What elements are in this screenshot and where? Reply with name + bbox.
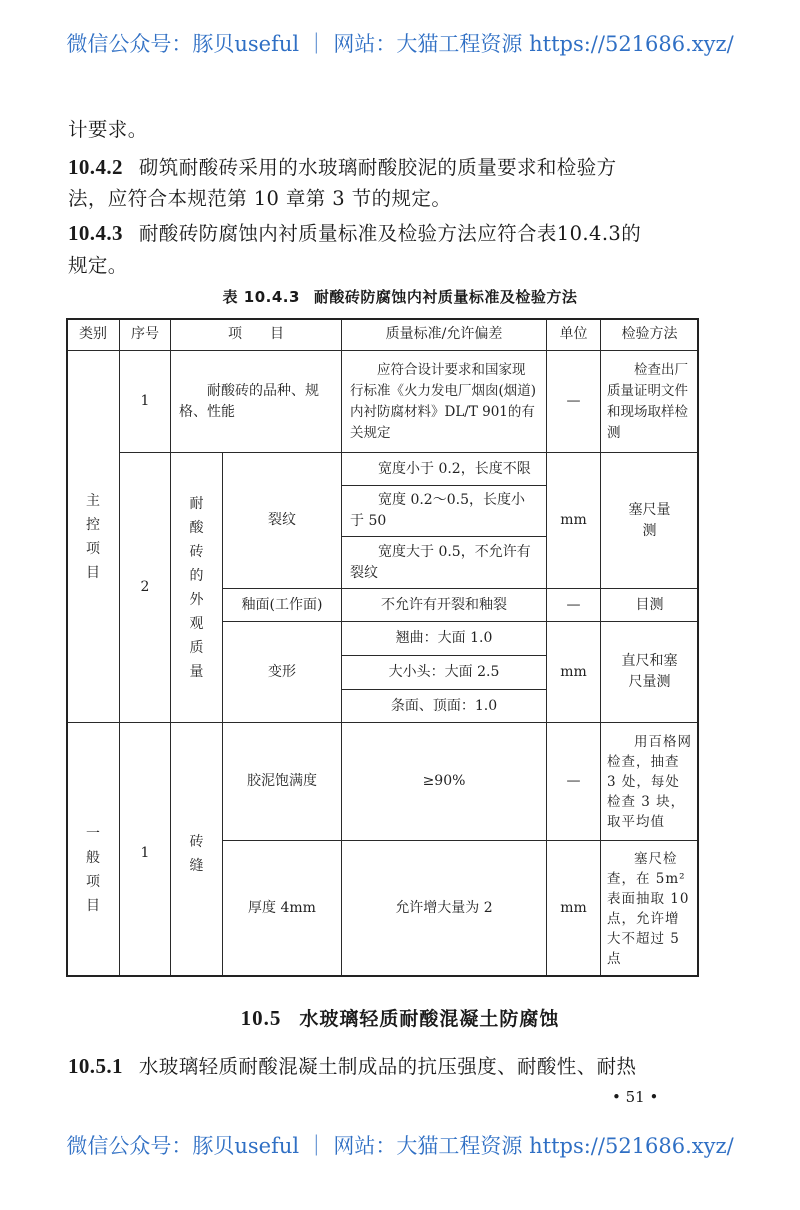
- deformation-unit: mm: [546, 621, 601, 723]
- watermark-top: 微信公众号：豚贝useful ｜ 网站：大猫工程资源 https://521686.xyz/: [66, 32, 734, 56]
- clause-number: 10.4.3: [68, 221, 123, 245]
- cracks-standard-text: 宽度 0.2～0.5，长度小于 50: [350, 492, 525, 529]
- glaze-unit: —: [546, 588, 601, 622]
- clause-10-4-2-line1: [68, 157, 617, 178]
- mortar-standard: ≥90%: [341, 722, 547, 841]
- row2-group-appearance: [170, 452, 223, 723]
- thickness-method-text: 塞尺检查，在 5m² 表面抽取 10 点，允许增大不超过 5 点: [607, 850, 690, 967]
- row1-item-text: 耐酸砖的品种、规格、性能: [179, 382, 319, 420]
- category-char: 目: [86, 897, 100, 914]
- cracks-standard-1: [341, 452, 547, 486]
- header-seq: 序号: [119, 318, 171, 351]
- paragraph-continuation: 计要求。: [68, 118, 148, 141]
- group-char: 砖: [189, 833, 204, 850]
- deformation-standard-1: 翘曲：大面 1.0: [341, 621, 547, 656]
- header-item: 项 目: [170, 318, 342, 351]
- cracks-standard-text: 宽度大于 0.5，不允许有裂纹: [350, 543, 531, 581]
- header-category: 类别: [66, 318, 120, 351]
- category-char: 项: [86, 540, 100, 557]
- glaze-method: 目测: [600, 588, 699, 622]
- cracks-standard-text: 宽度小于 0.2，长度不限: [378, 460, 531, 477]
- general-seq-text: 1: [140, 845, 150, 861]
- watermark-bottom: 微信公众号：豚贝useful ｜ 网站：大猫工程资源 https://521686.xyz/: [66, 1134, 734, 1158]
- group-char: 酸: [189, 519, 204, 536]
- cracks-standard-3: [341, 536, 547, 589]
- category-char: 控: [86, 516, 100, 533]
- deformation-method: 直尺和塞尺量测: [600, 621, 699, 723]
- category-main-control: [66, 350, 120, 723]
- group-char: 缝: [189, 857, 204, 874]
- row1-standard: [341, 350, 547, 453]
- row1-seq: 1: [119, 350, 171, 453]
- mortar-method-text: 用百格网检查，抽查 3 处，每处检查 3 块，取平均值: [607, 733, 692, 830]
- cracks-standard-2: [341, 485, 547, 537]
- group-char: 质: [189, 639, 204, 656]
- header-unit: 单位: [546, 318, 601, 351]
- category-char: 目: [86, 564, 100, 581]
- clause-text: 砌筑耐酸砖采用的水玻璃耐酸胶泥的质量要求和检验方: [138, 156, 617, 179]
- clause-text: 水玻璃轻质耐酸混凝土制成品的抗压强度、耐酸性、耐热: [138, 1055, 637, 1078]
- category-char: 般: [86, 849, 100, 866]
- category-general: [66, 722, 120, 977]
- row2-seq: 2: [119, 452, 171, 723]
- group-char: 砖: [189, 543, 204, 560]
- section-title: 水玻璃轻质耐酸混凝土防腐蚀: [299, 1008, 560, 1030]
- mortar-method: [600, 722, 699, 841]
- category-char: 主: [86, 492, 100, 509]
- table-caption: [0, 286, 800, 307]
- group-char: 外: [189, 591, 204, 608]
- clause-10-4-3-line2: 规定。: [68, 254, 128, 277]
- cracks-item: 裂纹: [222, 452, 342, 589]
- mortar-item: 胶泥饱满度: [222, 722, 342, 841]
- row1-method: [600, 350, 699, 453]
- glaze-standard: 不允许有开裂和釉裂: [341, 588, 547, 622]
- thickness-unit: mm: [546, 840, 601, 977]
- cracks-method: 塞尺量测: [600, 452, 699, 589]
- glaze-item: 釉面(工作面): [222, 588, 342, 622]
- cracks-unit: mm: [546, 452, 601, 589]
- clause-text: 耐酸砖防腐蚀内衬质量标准及检验方法应符合表10.4.3的: [138, 222, 642, 245]
- row1-standard-text: 应符合设计要求和国家现行标准《火力发电厂烟囱(烟道)内衬防腐材料》DL/T 901的有关规定: [350, 361, 537, 441]
- section-number: 10.5: [240, 1006, 282, 1030]
- deformation-standard-2: 大小头：大面 2.5: [341, 655, 547, 690]
- deformation-item: 变形: [222, 621, 342, 723]
- row1-item: [170, 350, 342, 453]
- category-char: 项: [86, 873, 100, 890]
- header-method: 检验方法: [600, 318, 699, 351]
- general-group-joints: [170, 722, 223, 977]
- section-heading: [0, 1004, 800, 1031]
- clause-number: 10.4.2: [68, 155, 123, 179]
- group-char: 观: [189, 615, 204, 632]
- table-number: 表 10.4.3: [222, 288, 300, 306]
- category-char: 一: [86, 825, 100, 842]
- header-standard: 质量标准/允许偏差: [341, 318, 547, 351]
- group-char: 耐: [189, 495, 204, 512]
- clause-10-4-2-line2: 法，应符合本规范第 10 章第 3 节的规定。: [68, 187, 452, 210]
- row1-method-text: 检查出厂质量证明文件和现场取样检测: [607, 361, 688, 441]
- group-char: 的: [189, 567, 204, 584]
- thickness-method: [600, 840, 699, 977]
- clause-10-4-3-line1: [68, 223, 641, 244]
- general-seq: [119, 722, 171, 977]
- clause-10-5-1: [68, 1056, 636, 1077]
- thickness-item: 厚度 4mm: [222, 840, 342, 977]
- group-char: 量: [189, 663, 204, 680]
- page-number: • 51 •: [612, 1088, 659, 1106]
- deformation-standard-3: 条面、顶面：1.0: [341, 689, 547, 723]
- table-title: 耐酸砖防腐蚀内衬质量标准及检验方法: [313, 288, 578, 306]
- thickness-standard: 允许增大量为 2: [341, 840, 547, 977]
- clause-number: 10.5.1: [68, 1054, 123, 1078]
- row1-unit: —: [546, 350, 601, 453]
- mortar-unit: —: [546, 722, 601, 841]
